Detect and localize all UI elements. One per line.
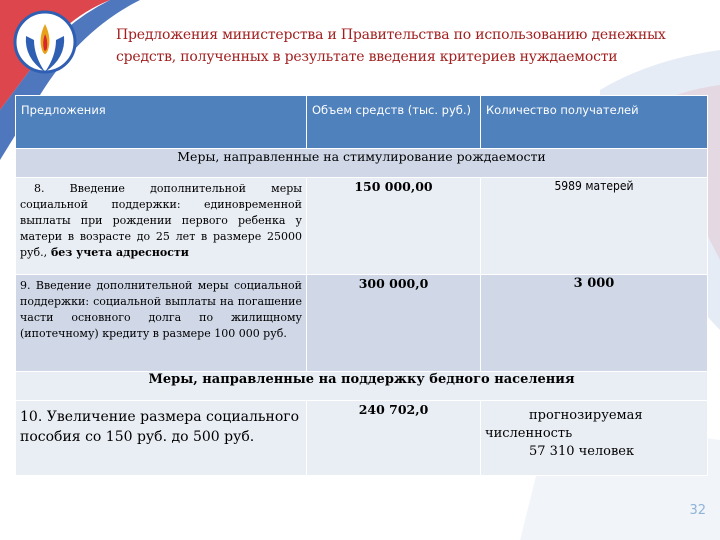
proposal-8-recipients: 5989 матерей bbox=[481, 178, 708, 275]
recipients-line-2: численность bbox=[485, 426, 573, 441]
table-header-row bbox=[16, 96, 708, 149]
hands-flame-emblem-icon bbox=[12, 6, 78, 82]
proposal-8-main: 8. Введение дополнительной меры социальной поддержки: единовременной выплаты при рождении первого ребенка у матери в возрасте до 25 лет в размере 25000 руб., bbox=[20, 182, 302, 259]
table-row bbox=[16, 401, 708, 476]
proposals-table bbox=[15, 95, 708, 476]
proposal-8-bold: без учета адресности bbox=[47, 246, 189, 259]
page-number: 32 bbox=[689, 503, 706, 518]
proposal-9-volume: 300 000,0 bbox=[307, 275, 481, 372]
slide-title: Предложения министерства и Правительства по использованию денежных средств, полученных в результате введения критериев нуждаемости bbox=[116, 27, 666, 65]
proposal-8-volume: 150 000,00 bbox=[307, 178, 481, 275]
proposal-10-text: 10. Увеличение размера социального пособия со 150 руб. до 500 руб. bbox=[16, 401, 307, 476]
table-row bbox=[16, 178, 708, 275]
proposal-9-recipients: 3 000 bbox=[481, 275, 708, 372]
header-recipients: Количество получателей bbox=[481, 96, 708, 149]
proposal-9-text: 9. Введение дополнительной меры социальной поддержки: социальной выплаты на погашение части основного долга по жилищному (ипотечному) кредиту в размере 100 000 руб. bbox=[16, 275, 307, 372]
header-proposals: Предложения bbox=[16, 96, 307, 149]
section-poor: Меры, направленные на поддержку бедного населения bbox=[16, 372, 708, 401]
recipients-line-1: прогнозируемая bbox=[529, 408, 643, 423]
proposal-8-text bbox=[16, 178, 307, 275]
proposal-10-volume: 240 702,0 bbox=[307, 401, 481, 476]
ministry-logo bbox=[12, 6, 78, 82]
section-row-birthrate bbox=[16, 149, 708, 178]
table-row bbox=[16, 275, 708, 372]
proposal-10-recipients bbox=[481, 401, 708, 476]
recipients-line-3: 57 310 человек bbox=[529, 444, 635, 459]
section-birthrate: Меры, направленные на стимулирование рождаемости bbox=[16, 149, 708, 178]
section-row-poor bbox=[16, 372, 708, 401]
header-volume: Объем средств (тыс. руб.) bbox=[307, 96, 481, 149]
